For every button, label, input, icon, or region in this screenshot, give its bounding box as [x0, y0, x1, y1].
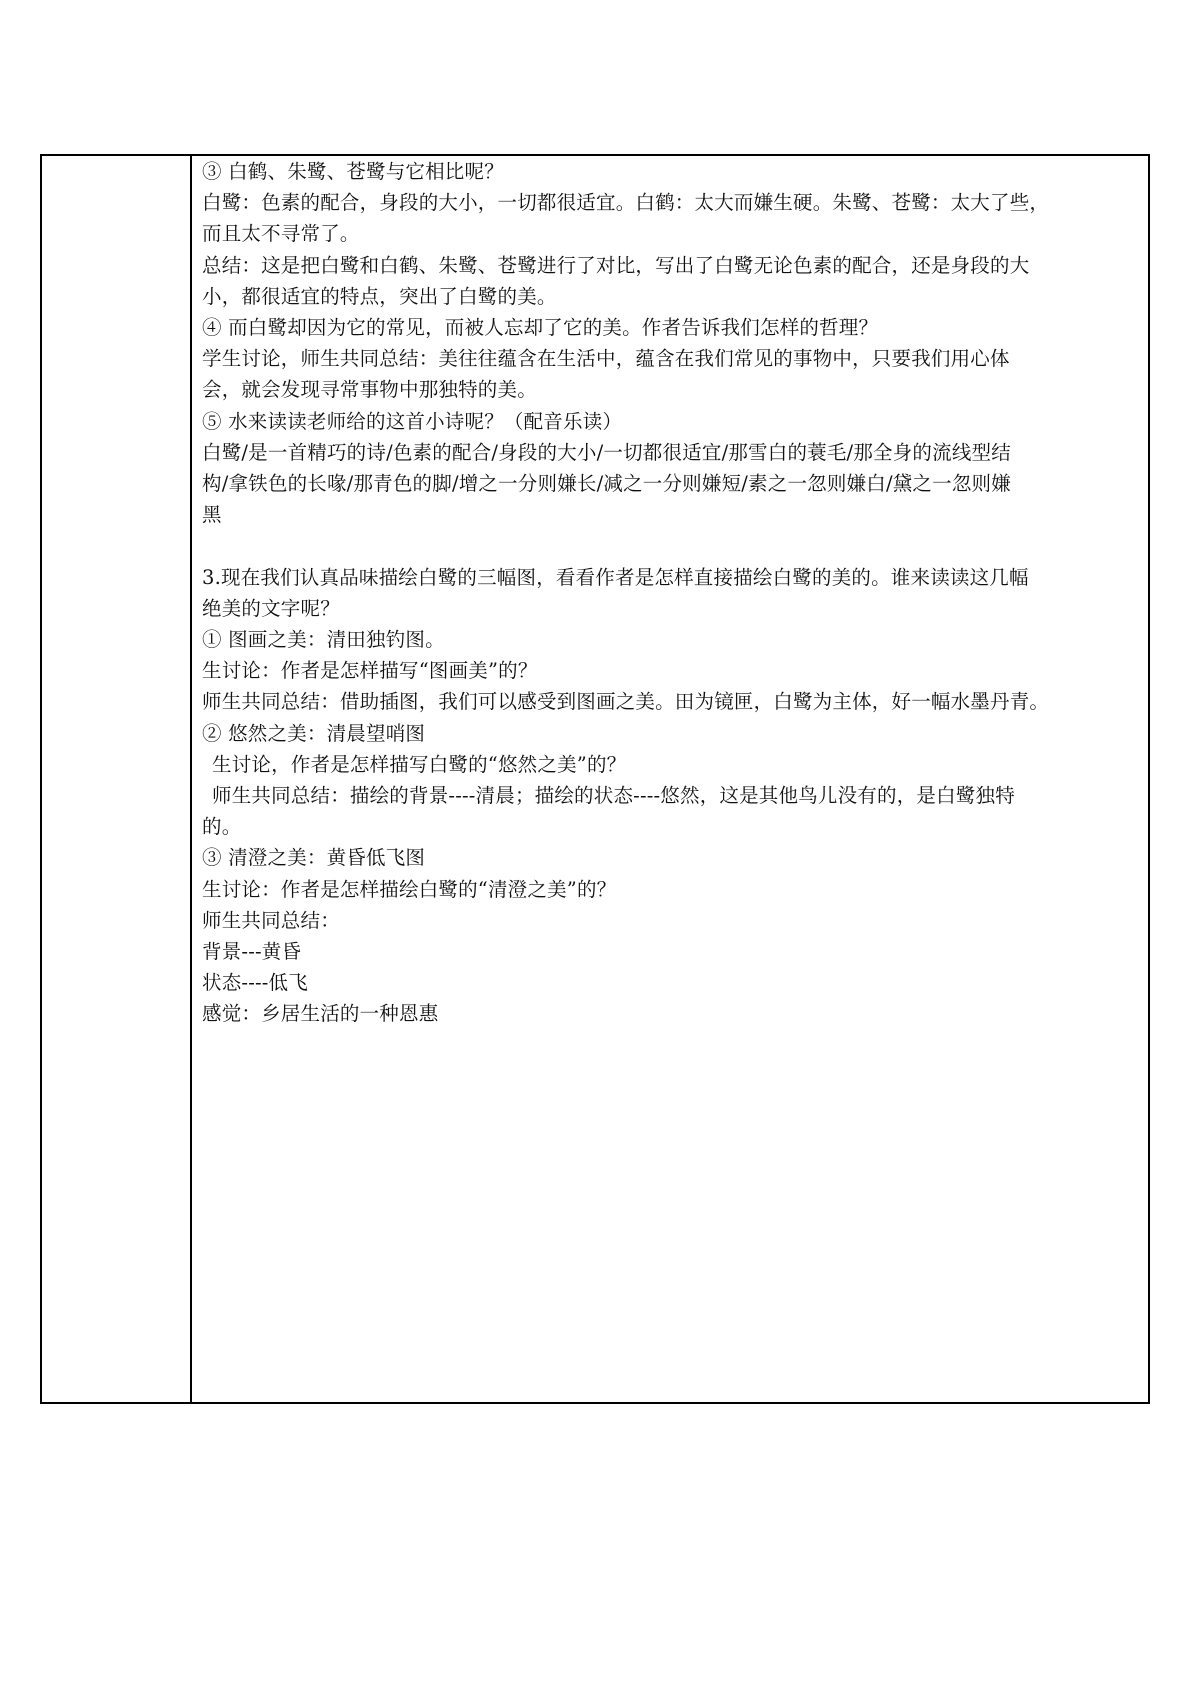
text-line: 的。 — [202, 815, 242, 839]
text-line: ③ 白鹤、朱鹭、苍鹭与它相比呢？ — [202, 160, 504, 183]
text-line: ④ 而白鹭却因为它的常见，而被人忘却了它的美。作者告诉我们怎样的哲理？ — [202, 316, 879, 340]
text-line: 白鹭/是一首精巧的诗/色素的配合/身段的大小/一切都很适宜/那雪白的蓑毛/那全身的流线型结 — [202, 440, 1011, 464]
text-line: 白鹭：色素的配合，身段的大小，一切都很适宜。白鹤：太大而嫌生硬。朱鹭、苍鹭：太大了些， — [202, 191, 1050, 215]
text-line: 而且太不寻常了。 — [202, 222, 360, 246]
text-line: 师生共同总结：借助插图，我们可以感受到图画之美。田为镜匣，白鹭为主体，好一幅水墨丹青。 — [202, 690, 1050, 714]
text-line: 师生共同总结： — [202, 908, 340, 932]
text-line: 黑 — [202, 503, 222, 527]
blank-line — [202, 530, 1138, 561]
text-line: 3.现在我们认真品味描绘白鹭的三幅图，看看作者是怎样直接描绘白鹭的美的。谁来读读这几幅 — [202, 565, 1029, 589]
text-line: 构/拿铁色的长喙/那青色的脚/增之一分则嫌长/减之一分则嫌短/素之一忽则嫌白/黛之一忽则嫌 — [202, 472, 1011, 496]
text-line: 状态----低飞 — [202, 971, 308, 995]
text-line: 师生共同总结：描绘的背景----清晨；描绘的状态----悠然，这是其他鸟儿没有的，是白鹭独特 — [212, 784, 1015, 808]
text-line: 生讨论：作者是怎样描写“图画美”的？ — [202, 659, 538, 683]
text-line: 绝美的文字呢？ — [202, 596, 340, 620]
text-line: 感觉：乡居生活的一种恩惠 — [202, 1002, 439, 1026]
text-line: ① 图画之美：清田独钓图。 — [202, 628, 445, 652]
text-line: 小，都很适宜的特点，突出了白鹭的美。 — [202, 284, 557, 308]
lesson-table — [40, 154, 1150, 1404]
text-line: 总结：这是把白鹭和白鹤、朱鹭、苍鹭进行了对比，写出了白鹭无论色素的配合，还是身段的大 — [202, 253, 1030, 277]
table-content-cell — [192, 156, 1148, 1402]
text-line: 学生讨论，师生共同总结：美往往蕴含在生活中，蕴含在我们常见的事物中，只要我们用心体 — [202, 347, 1010, 371]
text-line: 生讨论，作者是怎样描写白鹭的“悠然之美”的？ — [212, 752, 627, 776]
text-line: ② 悠然之美：清晨望哨图 — [202, 721, 426, 745]
text-line: ⑤ 水来读读老师给的这首小诗呢？（配音乐读） — [202, 409, 623, 433]
text-line: 生讨论：作者是怎样描绘白鹭的“清澄之美”的？ — [202, 877, 617, 901]
text-line: 会，就会发现寻常事物中那独特的美。 — [202, 378, 537, 402]
text-line: 背景---黄昏 — [202, 940, 302, 964]
table-left-cell — [42, 156, 192, 1402]
text-line: ③ 清澄之美：黄昏低飞图 — [202, 846, 426, 870]
